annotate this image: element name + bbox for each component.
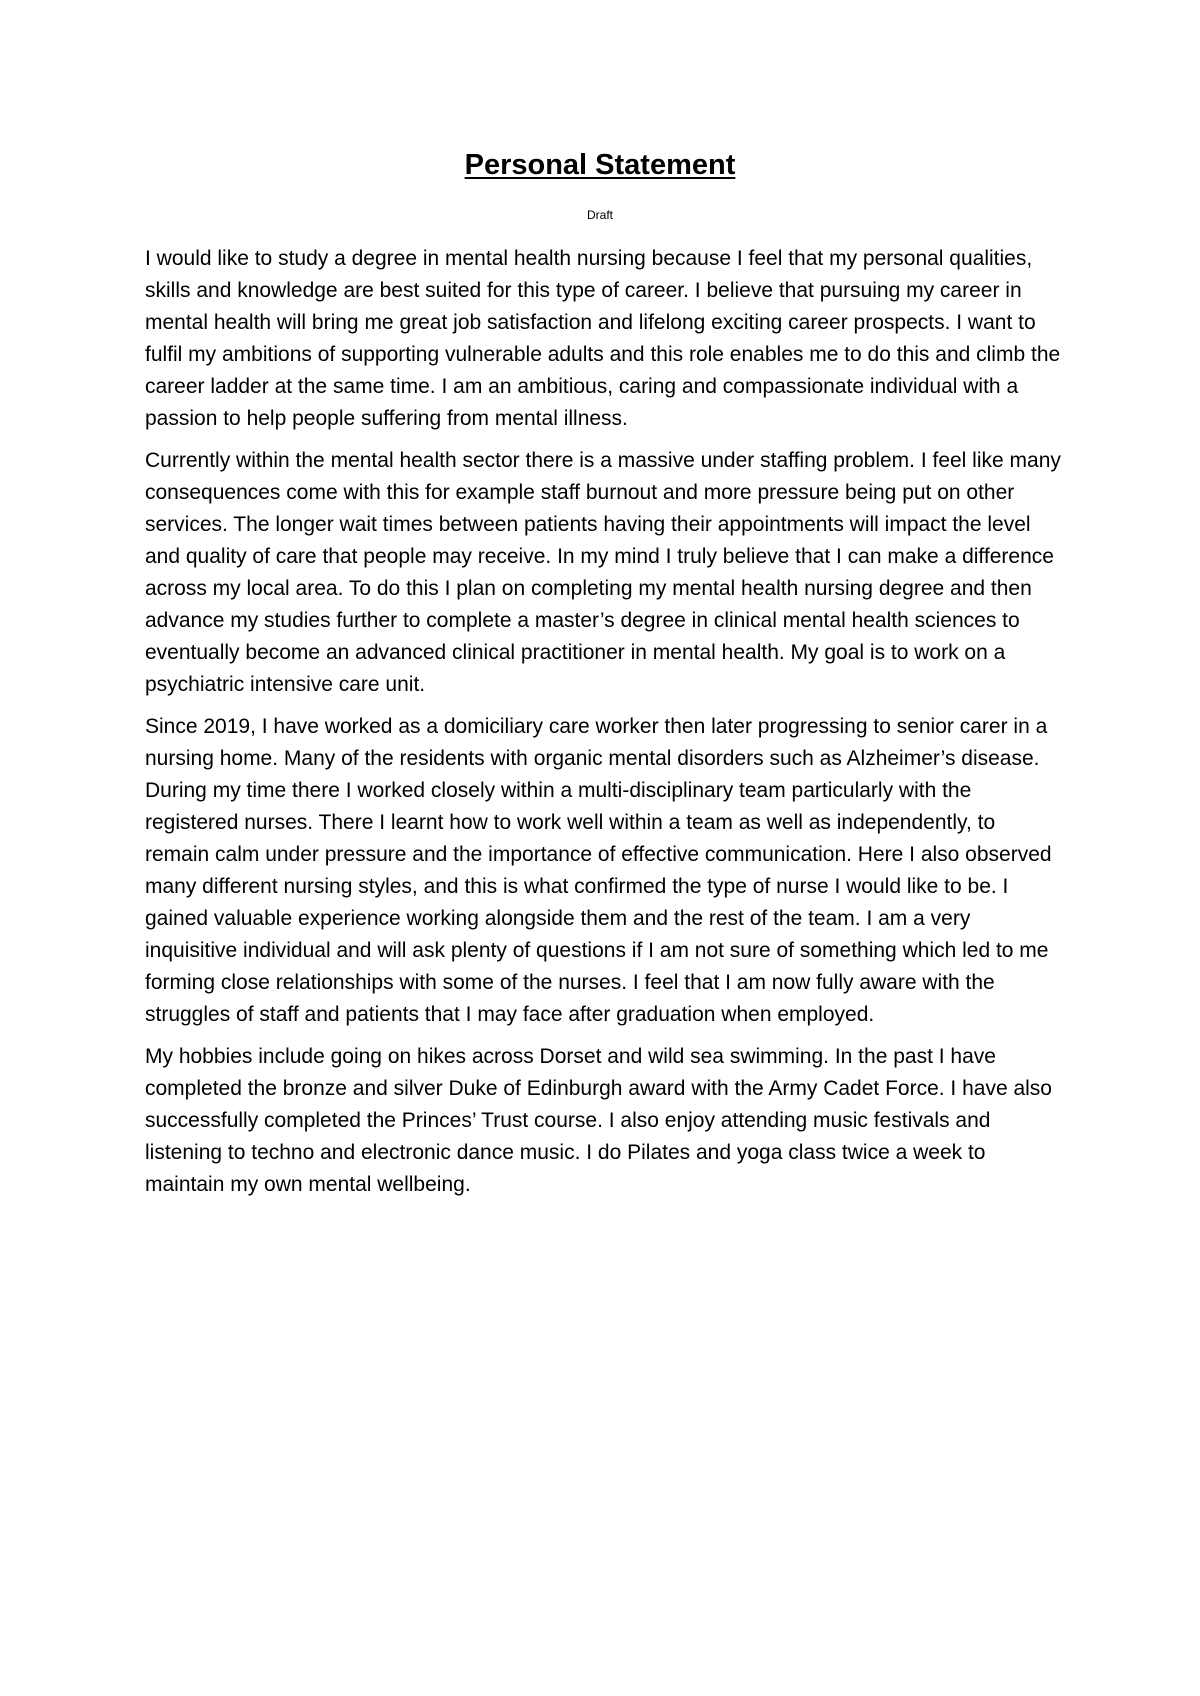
paragraph-hobbies: My hobbies include going on hikes across Dorset and wild sea swimming. In the past I have completed the bronze and silver Duke of Edinburgh award with the Army Cadet Force. I have also successfully completed the Princes’ Trust course. I also enjoy attending music festivals and listening to techno and electronic dance music. I do Pilates and yoga class twice a week to maintain my own mental wellbeing. [145, 1045, 1052, 1196]
paragraph-motivation: I would like to study a degree in mental health nursing because I feel that my personal qualities, skills and knowledge are best suited for this type of career. I believe that pursuing my career in mental health will bring me great job satisfaction and lifelong exciting career prospects. I want to fulfil my ambitions of supporting vulnerable adults and this role enables me to do this and climb the career ladder at the same time. I am an ambitious, caring and compassionate individual with a passion to help people suffering from mental illness. [145, 247, 1061, 430]
document-body [145, 243, 1065, 1211]
document-subtitle: Draft [586, 208, 613, 222]
document-title: Personal Statement [464, 149, 736, 181]
paragraph-experience: Since 2019, I have worked as a domiciliary care worker then later progressing to senior carer in a nursing home. Many of the residents with organic mental disorders such as Alzheimer’s disease. During my time there I worked closely within a multi-disciplinary team particularly with the registered nurses. There I learnt how to work well within a team as well as independently, to remain calm under pressure and the importance of effective communication. Here I also observed many different nursing styles, and this is what confirmed the type of nurse I would like to be. I gained valuable experience working alongside them and the rest of the team. I am a very inquisitive individual and will ask plenty of questions if I am not sure of something which led to me forming close relationships with some of the nurses. I feel that I am now fully aware with the struggles of staff and patients that I may face after graduation when employed. [145, 715, 1052, 1026]
paragraph-sector: Currently within the mental health sector there is a massive under staffing problem. I feel like many consequences come with this for example staff burnout and more pressure being put on other services. The longer wait times between patients having their appointments will impact the level and quality of care that people may receive. In my mind I truly believe that I can make a difference across my local area. To do this I plan on completing my mental health nursing degree and then advance my studies further to complete a master’s degree in clinical mental health sciences to eventually become an advanced clinical practitioner in mental health. My goal is to work on a psychiatric intensive care unit. [145, 449, 1061, 696]
